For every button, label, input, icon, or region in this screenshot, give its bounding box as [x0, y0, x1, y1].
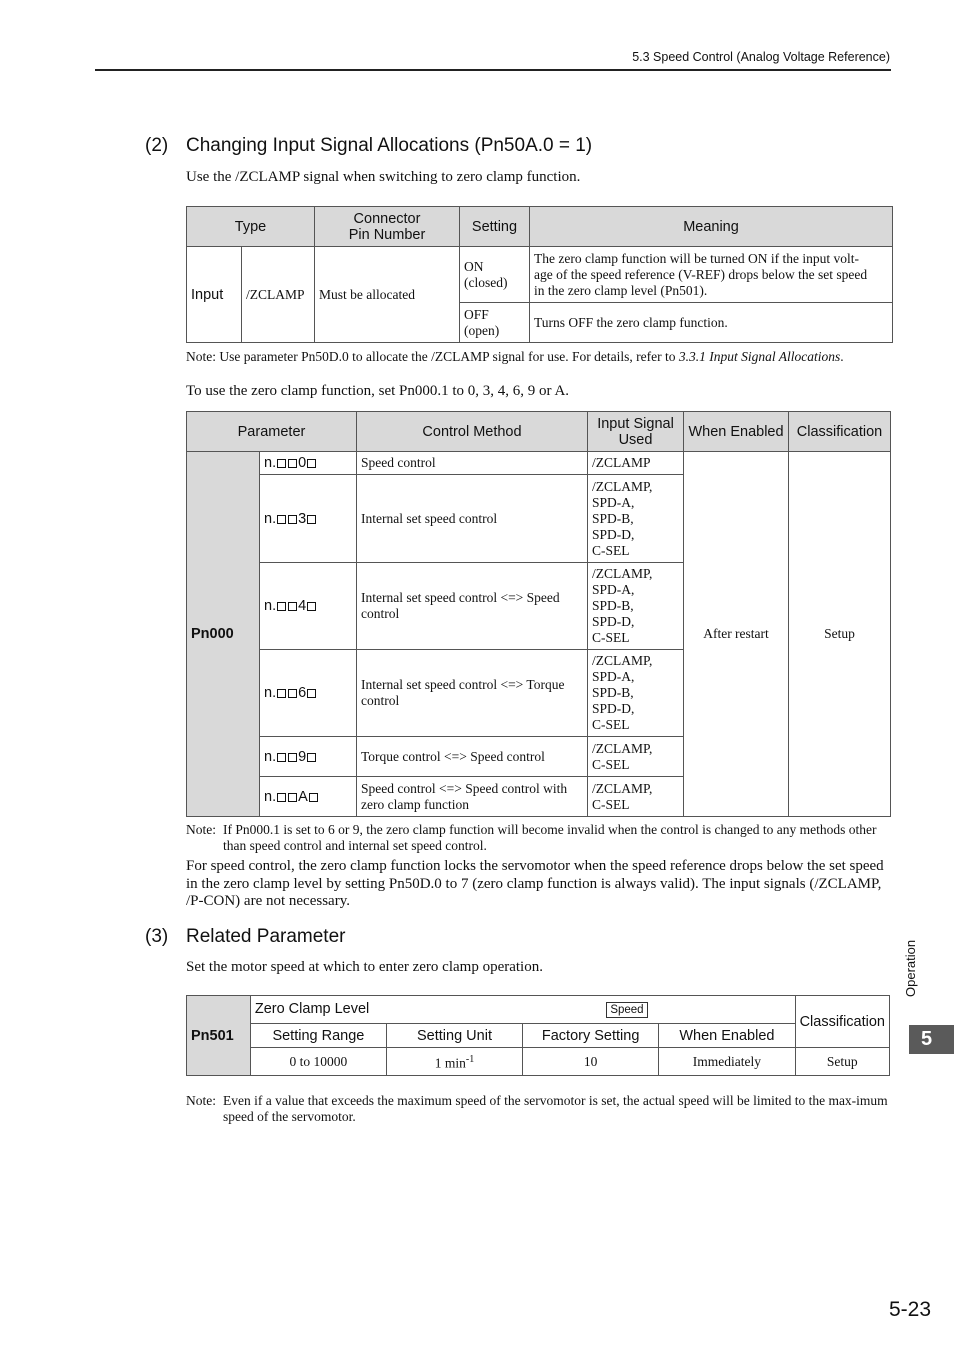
- box-icon: [288, 515, 297, 524]
- box-icon: [307, 602, 316, 611]
- param-digit: 0: [298, 455, 307, 471]
- classification-pn000: Setup: [789, 452, 891, 817]
- param-prefix: n.: [264, 510, 277, 527]
- cell-type: Input: [187, 247, 242, 343]
- box-icon: [277, 689, 286, 698]
- col-pin: Connector Pin Number: [315, 207, 460, 247]
- cell-setting-off: OFF (open): [460, 303, 530, 343]
- col-when-enabled: When Enabled: [684, 412, 789, 452]
- col-factory-setting: Factory Setting: [523, 1024, 659, 1048]
- param-prefix: n.: [264, 685, 277, 701]
- box-icon: [309, 793, 318, 802]
- param-value-4: [260, 563, 357, 650]
- speed-tag: Speed: [606, 1002, 647, 1018]
- box-icon: [288, 793, 297, 802]
- speed-control-paragraph: For speed control, the zero clamp function locks the servomotor when the speed reference drops below the set speed in the zero clamp level by setting Pn50D.0 to 7 (zero clamp function is always valid). The input signals (/ZCLAMP, /P-CON) are not necessary.: [186, 858, 884, 909]
- col-meaning: Meaning: [530, 207, 893, 247]
- col-parameter: Parameter: [187, 412, 357, 452]
- classification-header: Classification: [795, 996, 889, 1048]
- box-icon: [288, 753, 297, 762]
- param-prefix: n.: [264, 788, 277, 805]
- unit-base: 1 min: [434, 1055, 466, 1071]
- box-icon: [288, 689, 297, 698]
- box-icon: [288, 459, 297, 468]
- value-classification: Setup: [795, 1048, 889, 1076]
- cell-pin: Must be allocated: [315, 247, 460, 343]
- col-control-method: Control Method: [357, 412, 588, 452]
- signals-a: /ZCLAMP, C-SEL: [588, 777, 684, 817]
- related-parameter-table: [186, 995, 890, 1076]
- note-reference-link[interactable]: 3.3.1 Input Signal Allocations: [678, 349, 841, 364]
- signal-table: [186, 206, 893, 343]
- section-2-intro: Use the /ZCLAMP signal when switching to zero clamp function.: [186, 169, 581, 185]
- note-max-speed: [186, 1093, 891, 1125]
- method-4: Internal set speed control <=> Speed control: [357, 563, 588, 650]
- section-3-number: (3): [145, 926, 169, 947]
- box-icon: [277, 459, 286, 468]
- param-digit: 4: [298, 598, 307, 614]
- cell-meaning-on: The zero clamp function will be turned ON if the input volt- age of the speed reference (V-REF) drops below the set speed in the zero clamp level (Pn501).: [530, 247, 893, 303]
- param-value-a: [260, 777, 357, 817]
- signals-4: /ZCLAMP, SPD-A, SPD-B, SPD-D, C-SEL: [588, 563, 684, 650]
- col-setting-range: Setting Range: [250, 1024, 386, 1048]
- col-setting-unit: Setting Unit: [386, 1024, 522, 1048]
- header-rule: [95, 69, 891, 71]
- method-0: Speed control: [357, 452, 588, 475]
- col-setting: Setting: [460, 207, 530, 247]
- note-text: Even if a value that exceeds the maximum speed of the servomotor is set, the actual speed will be limited to the max-imum speed of the servomotor.: [223, 1093, 888, 1124]
- param-value-3: [260, 475, 357, 563]
- col-input-signal: Input Signal Used: [588, 412, 684, 452]
- param-digit: 6: [298, 685, 307, 701]
- box-icon: [277, 793, 286, 802]
- box-icon: [277, 515, 286, 524]
- param-name: Zero Clamp Level: [254, 1001, 370, 1017]
- param-intro: To use the zero clamp function, set Pn000.1 to 0, 3, 4, 6, 9 or A.: [186, 383, 570, 399]
- box-icon: [288, 602, 297, 611]
- note-pn000: [186, 822, 891, 854]
- value-factory-setting: 10: [523, 1048, 659, 1076]
- page-number: 5-23: [888, 1298, 931, 1321]
- side-chapter-label: Operation: [903, 939, 918, 997]
- signals-9: /ZCLAMP, C-SEL: [588, 737, 684, 777]
- param-prefix: n.: [264, 598, 277, 614]
- col-when-enabled: When Enabled: [659, 1024, 795, 1048]
- section-3-title: Related Parameter: [186, 926, 346, 947]
- col-classification: Classification: [789, 412, 891, 452]
- value-setting-unit: [386, 1048, 522, 1076]
- parameter-table: [186, 411, 891, 817]
- param-digit: 9: [298, 748, 307, 765]
- note-label: Note:: [186, 1093, 216, 1108]
- section-2-heading: [145, 135, 592, 157]
- cell-setting-on: ON (closed): [460, 247, 530, 303]
- section-3-heading: [145, 926, 345, 948]
- box-icon: [307, 515, 316, 524]
- method-9: Torque control <=> Speed control: [357, 737, 588, 777]
- param-digit: A: [298, 788, 308, 805]
- box-icon: [307, 753, 316, 762]
- method-6: Internal set speed control <=> Torque control: [357, 650, 588, 737]
- signals-6: /ZCLAMP, SPD-A, SPD-B, SPD-D, C-SEL: [588, 650, 684, 737]
- signals-3: /ZCLAMP, SPD-A, SPD-B, SPD-D, C-SEL: [588, 475, 684, 563]
- param-prefix: n.: [264, 455, 277, 471]
- box-icon: [277, 602, 286, 611]
- col-type: Type: [187, 207, 315, 247]
- note-end: .: [840, 349, 844, 364]
- signals-0: /ZCLAMP: [588, 452, 684, 475]
- section-2-number: (2): [145, 135, 169, 156]
- box-icon: [307, 459, 316, 468]
- note-label: Note:: [186, 822, 216, 837]
- param-value-0: [260, 452, 357, 475]
- param-digit: 3: [298, 510, 307, 527]
- value-setting-range: 0 to 10000: [250, 1048, 386, 1076]
- box-icon: [277, 753, 286, 762]
- when-enabled-pn000: After restart: [684, 452, 789, 817]
- param-prefix: n.: [264, 748, 277, 765]
- box-icon: [307, 689, 316, 698]
- section-2-title: Changing Input Signal Allocations (Pn50A.0 = 1): [186, 135, 593, 156]
- chapter-tab: 5: [909, 1025, 954, 1054]
- param-name-row: [250, 996, 795, 1024]
- method-3: Internal set speed control: [357, 475, 588, 563]
- note-allocation: [186, 349, 891, 365]
- note-text: Use parameter Pn50D.0 to allocate the /ZCLAMP signal for use. For details, refer to: [219, 349, 679, 364]
- param-value-9: [260, 737, 357, 777]
- param-value-6: [260, 650, 357, 737]
- running-header: 5.3 Speed Control (Analog Voltage Reference): [632, 50, 890, 64]
- cell-meaning-off: Turns OFF the zero clamp function.: [530, 303, 893, 343]
- value-when-enabled: Immediately: [659, 1048, 795, 1076]
- unit-exponent: -1: [465, 1053, 475, 1065]
- param-pn000: Pn000: [187, 452, 260, 817]
- section-3-intro: Set the motor speed at which to enter zero clamp operation.: [186, 959, 543, 975]
- note-label: Note:: [186, 349, 216, 364]
- note-text: If Pn000.1 is set to 6 or 9, the zero clamp function will become invalid when the control is changed to any methods other than speed control and internal set speed control.: [223, 822, 877, 853]
- method-a: Speed control <=> Speed control with zero clamp function: [357, 777, 588, 817]
- cell-signal: /ZCLAMP: [242, 247, 315, 343]
- param-pn501: Pn501: [187, 996, 251, 1076]
